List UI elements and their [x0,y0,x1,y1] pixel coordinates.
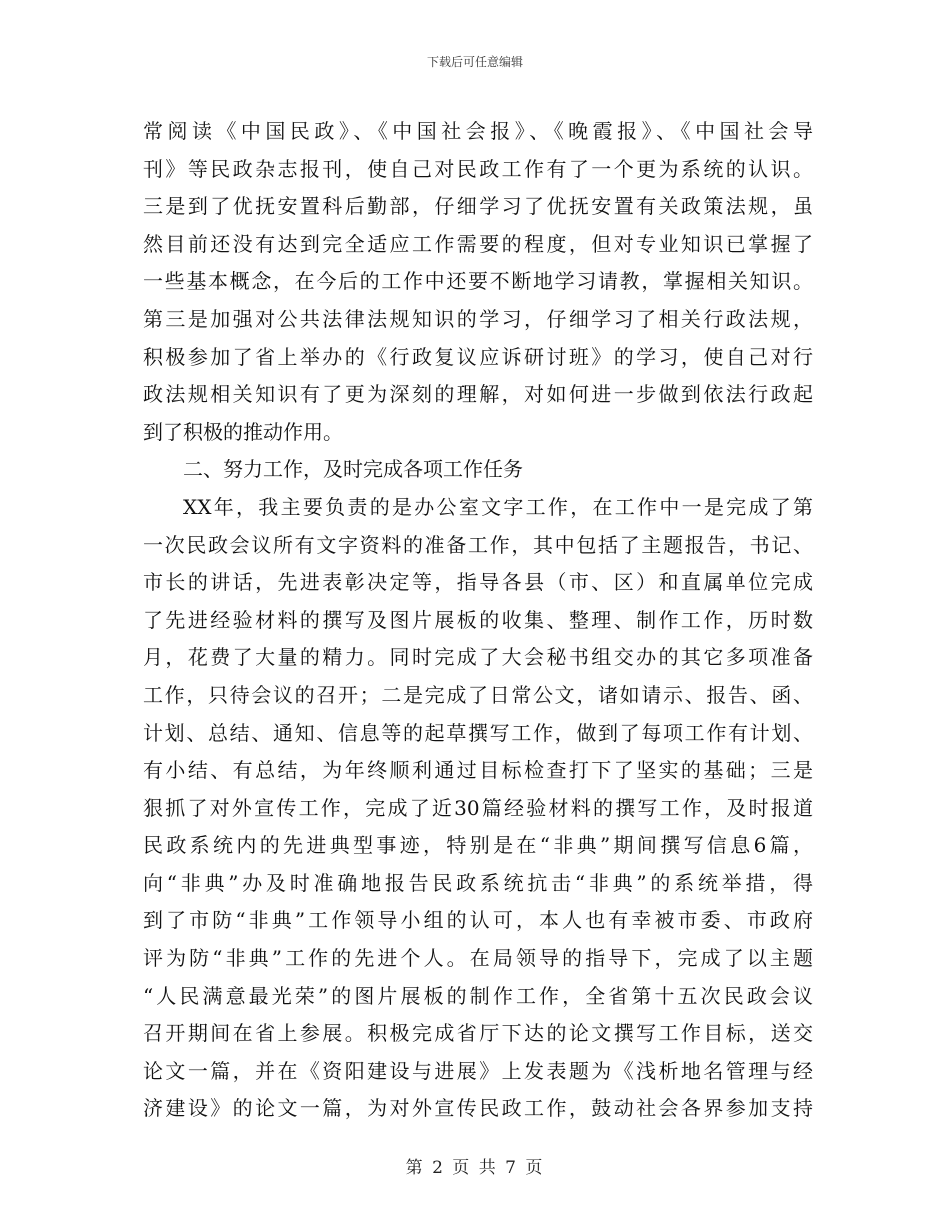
text-line: “人民满意最光荣”的图片展板的制作工作，全省第十五次民政会议 [143,983,813,1008]
text-line: 刊》等民政杂志报刊，使自己对民政工作有了一个更为系统的认识。 [143,156,813,181]
text-line: 工作，只待会议的召开；二是完成了日常公文，诸如请示、报告、函、 [143,682,813,707]
text-line: 计划、总结、通知、信息等的起草撰写工作，做到了每项工作有计划、 [143,720,813,745]
text-line: 有小结、有总结，为年终顺利通过目标检查打下了坚实的基础；三是 [143,758,813,783]
text-line: 政法规相关知识有了更为深刻的理解，对如何进一步做到依法行政起 [143,382,813,407]
page-number-footer: 第 2 页 共 7 页 [405,1158,545,1178]
document-body [143,113,813,1128]
text-line: 三是到了优抚安置科后勤部，仔细学习了优抚安置有关政策法规，虽 [143,194,813,219]
text-line: 积极参加了省上举办的《行政复议应诉研讨班》的学习，使自己对行 [143,344,813,369]
text-line: 到了市防“非典”工作领导小组的认可，本人也有幸被市委、市政府 [143,908,813,933]
text-line: 济建设》的论文一篇，为对外宣传民政工作，鼓动社会各界参加支持 [143,1096,813,1121]
text-line: 向“非典”办及时准确地报告民政系统抗击“非典”的系统举措，得 [143,870,813,895]
text-line: 论文一篇，并在《资阳建设与进展》上发表题为《浅析地名管理与经 [143,1058,813,1083]
text-line: 一些基本概念，在今后的工作中还要不断地学习请教，掌握相关知识。 [143,269,813,294]
text-line: 了先进经验材料的撰写及图片展板的收集、整理、制作工作，历时数 [143,607,813,632]
page-header: 下载后可任意编辑 [426,55,523,69]
text-line: 一次民政会议所有文字资料的准备工作，其中包括了主题报告，书记、 [143,532,813,557]
text-line: 常阅读《中国民政》、《中国社会报》、《晚霞报》、《中国社会导 [143,119,813,143]
text-line: 到了积极的推动作用。 [143,419,343,444]
text-line: 狠抓了对外宣传工作，完成了近30篇经验材料的撰写工作，及时报道 [143,795,813,820]
text-line: 然目前还没有达到完全适应工作需要的程度，但对专业知识已掌握了 [143,231,813,256]
text-line: 评为防“非典”工作的先进个人。在局领导的指导下，完成了以主题 [143,946,813,971]
text-line: 市长的讲话，先进表彰决定等，指导各县（市、区）和直属单位完成 [143,570,813,595]
text-line: 召开期间在省上参展。积极完成省厅下达的论文撰写工作目标，送交 [143,1021,813,1046]
text-line: 民政系统内的先进典型事迹，特别是在“非典”期间撰写信息6篇， [143,833,813,858]
text-line: 月，花费了大量的精力。同时完成了大会秘书组交办的其它多项准备 [143,645,813,670]
text-line: 第三是加强对公共法律法规知识的学习，仔细学习了相关行政法规， [143,306,813,331]
text-line: XX年，我主要负责的是办公室文字工作，在工作中一是完成了第 [183,494,813,519]
section-heading: 二、努力工作，及时完成各项工作任务 [183,457,523,482]
